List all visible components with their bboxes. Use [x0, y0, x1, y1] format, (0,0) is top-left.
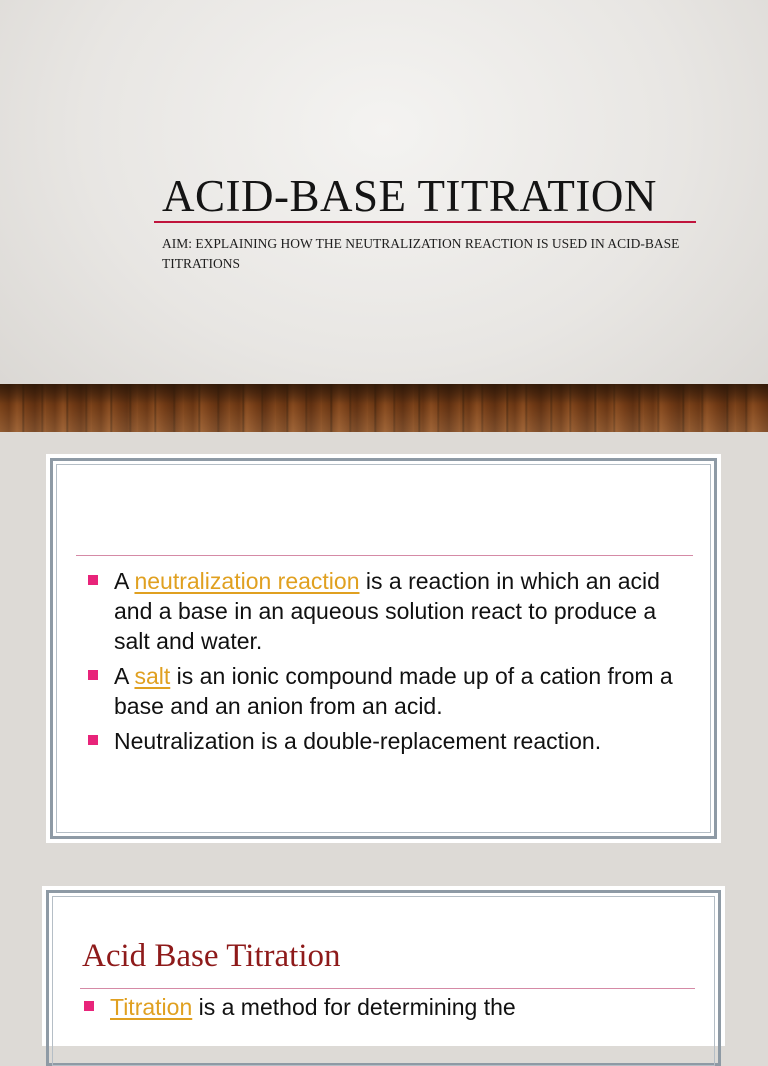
- keyword-link[interactable]: salt: [134, 663, 171, 689]
- slide-subtitle: AIM: EXPLAINING HOW THE NEUTRALIZATION REACTION IS USED IN ACID-BASE TITRATIONS: [162, 236, 680, 271]
- title-slide: [0, 0, 768, 432]
- slide-frame-inner: [52, 896, 715, 1066]
- slide-title: ACID-BASE TITRATION: [162, 171, 657, 221]
- keyword-link[interactable]: Titration: [110, 994, 193, 1020]
- bullet-square-icon: [88, 670, 98, 680]
- bullet-item: Titration is a method for determining the: [46, 992, 706, 1022]
- titration-slide: [42, 886, 725, 1046]
- header-divider: [76, 555, 693, 556]
- bullet-square-icon: [84, 1001, 94, 1011]
- slide-heading: Acid Base Titration: [82, 938, 341, 974]
- bullet-item: Neutralization is a double-replacement reaction.: [50, 726, 690, 756]
- bullet-square-icon: [88, 575, 98, 585]
- bullet-square-icon: [88, 735, 98, 745]
- neutralization-slide: [46, 454, 721, 843]
- title-divider: [154, 221, 696, 223]
- wood-floor-image: [0, 384, 768, 432]
- bullet-item: A salt is an ionic compound made up of a cation from a base and an anion from an acid.: [50, 661, 690, 721]
- header-divider: [80, 988, 695, 989]
- keyword-link[interactable]: neutralization reaction: [134, 568, 360, 594]
- bullet-item: A neutralization reaction is a reaction in which an acid and a base in an aqueous solution react to produce a salt and water.: [50, 566, 690, 656]
- bullet-list: [46, 992, 706, 1027]
- bullet-list: [50, 566, 690, 761]
